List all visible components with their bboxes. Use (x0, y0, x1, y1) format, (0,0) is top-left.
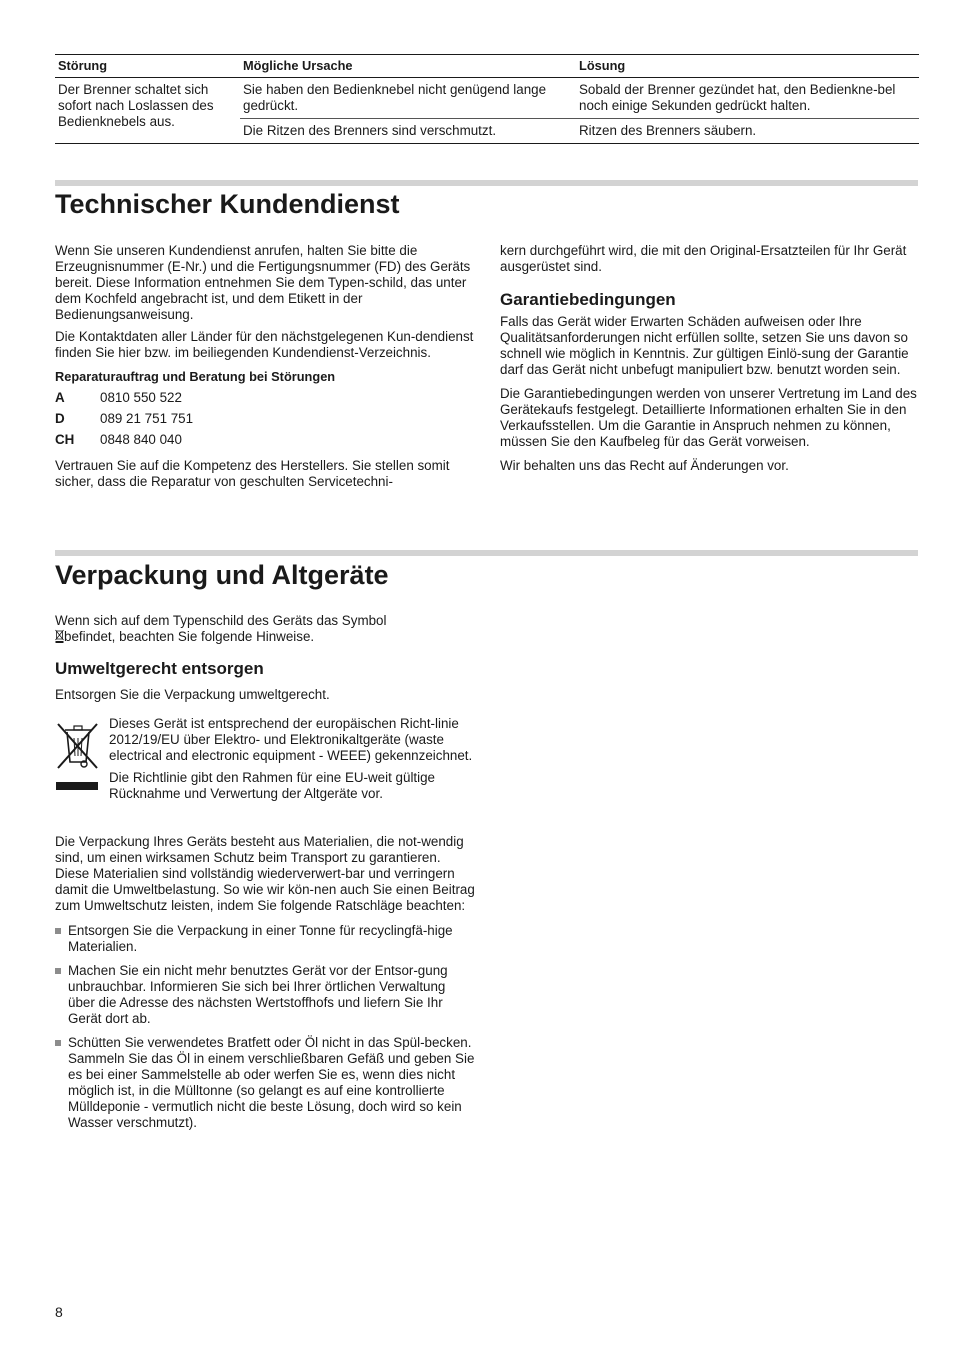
warranty-paragraph-3: Wir behalten uns das Recht auf Änderungen vor. (500, 458, 789, 473)
crossed-out-wheelie-bin-icon (55, 718, 99, 790)
section-divider (55, 550, 918, 556)
list-item (55, 1035, 475, 1131)
weee-text (109, 716, 475, 802)
trust-paragraph: Vertrauen Sie auf die Kompetenz des Herstellers. Sie stellen somit sicher, dass die Reparatur von geschulten Servicetechni- (55, 458, 450, 489)
repair-heading: Reparaturauftrag und Beratung bei Störungen (55, 369, 336, 384)
page-number: 8 (55, 1304, 63, 1320)
phone-number: 0810 550 522 (100, 390, 182, 405)
packaging-block (55, 834, 475, 1139)
phone-number: 0848 840 040 (100, 432, 182, 447)
service-right-column (500, 243, 920, 474)
warranty-paragraph-2: Die Garantiebedingungen werden von unserer Vertretung im Land des Gerätekaufs festgelegt. Detaillierte Informationen erhalten Sie in den Verkaufsstellen. Um die Garantie in Anspruch nehmen zu können, müssen Sie den Kaufbeleg für das Gerät vorweisen. (500, 386, 917, 449)
section-title-service: Technischer Kundendienst (55, 189, 400, 219)
advice-list (55, 923, 475, 1131)
country-code: A (55, 390, 65, 405)
column-header-fault: Störung (55, 55, 240, 78)
warranty-heading: Garantiebedingungen (500, 290, 676, 309)
column-header-solution: Lösung (576, 55, 919, 78)
weee-notice (55, 716, 475, 802)
list-item (55, 923, 475, 955)
list-item-text: Entsorgen Sie die Verpackung in einer Tonne für recyclingfä-hige Materialien. (68, 923, 453, 954)
phone-row-austria (55, 387, 475, 408)
packaging-paragraph: Die Verpackung Ihres Geräts besteht aus Materialien, die not-wendig sind, um einen wirksamen Schutz beim Transport zu garantieren. Diese Materialien sind vollständig wiederverwert-bar und verringern damit die Umweltbelastung. So wie wir kön-nen auch Sie einen Beitrag zum Umweltschutz leisten, indem Sie folgende Ratschläge beachten: (55, 834, 475, 913)
fault-cell: Der Brenner schaltet sich sofort nach Loslassen des Bedienknebels aus. (55, 78, 240, 144)
cause-cell: Sie haben den Bedienknebel nicht genügend lange gedrückt. (240, 78, 576, 119)
phone-row-switzerland (55, 429, 475, 450)
phone-list (55, 387, 475, 450)
bullet-square-icon (55, 928, 61, 934)
service-left-column (55, 243, 475, 490)
trust-paragraph-continued: kern durchgeführt wird, die mit den Original-Ersatzteilen für Ihr Gerät ausgerüstet sind. (500, 243, 907, 274)
environment-heading: Umweltgerecht entsorgen (55, 659, 264, 678)
warranty-paragraph-1: Falls das Gerät wider Erwarten Schäden aufweisen oder Ihre Qualitätsanforderungen nicht erfüllen sollte, setzen Sie uns davon so schnell wie möglich in Kenntnis. Zur gültigen Einlö-sung der Garantie darf das Gerät nicht unbefugt manipuliert bzw. benutzt worden sein. (500, 314, 909, 377)
disposal-intro-text-b: befindet, beachten Sie folgende Hinweise. (64, 629, 315, 644)
bullet-square-icon (55, 1040, 61, 1046)
list-item-text: Machen Sie ein nicht mehr benutztes Gerät vor der Entsor-gung unbrauchbar. Informieren Sie sich bei Ihrer örtlichen Verwaltung über die Adresse des nächsten Wertstoffhofs und liefern Sie Ihr Gerät dort ab. (68, 963, 448, 1026)
service-contact-paragraph: Die Kontaktdaten aller Länder für den nächstgelegenen Kun-dendienst finden Sie hier bzw. im beiliegenden Kundendienst-Verzeichnis. (55, 329, 474, 360)
country-code: CH (55, 432, 75, 447)
phone-row-germany (55, 408, 475, 429)
disposal-intro-block (55, 613, 475, 703)
disposal-intro-paragraph (55, 613, 475, 645)
cause-cell: Die Ritzen des Brenners sind verschmutzt. (240, 119, 576, 144)
disposal-intro-text-a: Wenn sich auf dem Typenschild des Geräts das Symbol (55, 613, 387, 628)
bullet-square-icon (55, 968, 61, 974)
table-header-row (55, 55, 919, 78)
phone-number: 089 21 751 751 (100, 411, 194, 426)
solution-cell: Sobald der Brenner gezündet hat, den Bedienkne-bel noch einige Sekunden gedrückt halten. (576, 78, 919, 119)
section-title-disposal: Verpackung und Altgeräte (55, 560, 389, 590)
list-item (55, 963, 475, 1027)
weee-symbol-icon (55, 629, 64, 643)
table-row (55, 78, 919, 119)
column-header-cause: Mögliche Ursache (240, 55, 576, 78)
list-item-text: Schütten Sie verwendetes Bratfett oder Öl nicht in das Spül-becken. Sammeln Sie das Öl in einem verschließbaren Gefäß und geben Sie es bei einer Sammelstelle ab oder werfen Sie es, wenn dies nicht möglich ist, in die Mülltonne (so gelangt es auf eine kontrollierte Mülldeponie - vermutlich nicht die beste Lösung, doch wird so kein Wasser verschmutzt). (68, 1035, 475, 1130)
service-intro-paragraph: Wenn Sie unseren Kundendienst anrufen, halten Sie bitte die Erzeugnisnummer (E-Nr.) und die Fertigungsnummer (FD) des Geräts bereit. Diese Information entnehmen Sie dem Typen-schild, das unter dem Kochfeld angebracht ist, und dem Etikett in der Bedienungsanweisung. (55, 243, 471, 322)
troubleshooting-table (55, 54, 919, 144)
environment-paragraph: Entsorgen Sie die Verpackung umweltgerecht. (55, 687, 330, 702)
weee-paragraph-2: Die Richtlinie gibt den Rahmen für eine EU-weit gültige Rücknahme und Verwertung der Altgeräte vor. (109, 770, 436, 801)
solution-cell: Ritzen des Brenners säubern. (576, 119, 919, 144)
weee-paragraph-1: Dieses Gerät ist entsprechend der europäischen Richt-linie 2012/19/EU über Elektro- und Elektronikaltgeräte (waste electrical and electronic equipment - WEEE) gekennzeichnet. (109, 716, 473, 763)
section-divider (55, 180, 918, 186)
country-code: D (55, 411, 65, 426)
